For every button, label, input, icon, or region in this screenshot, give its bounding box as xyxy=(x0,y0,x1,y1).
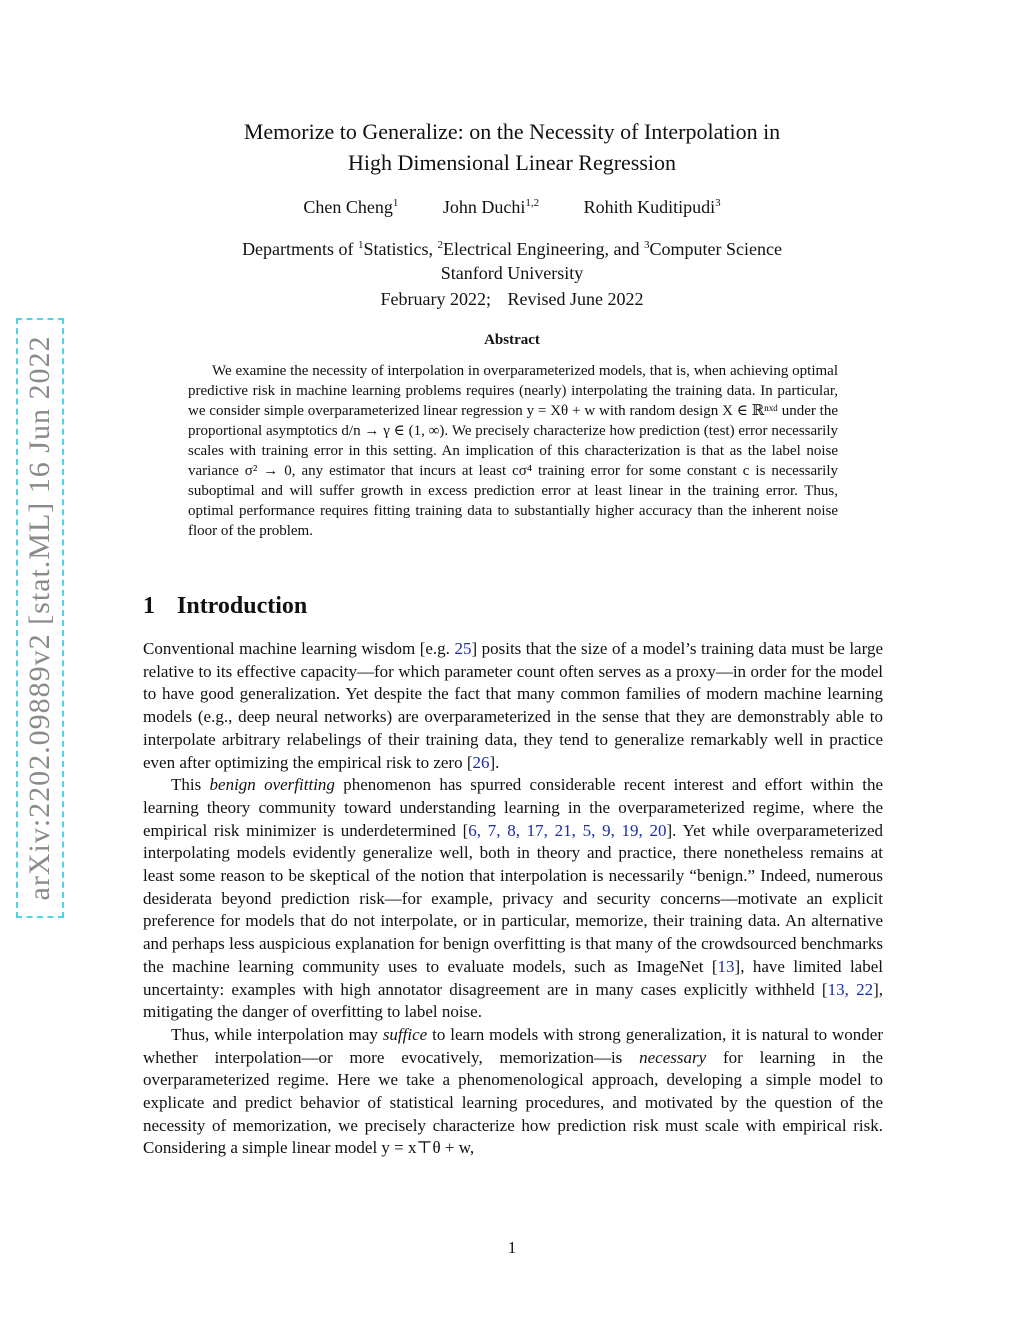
arxiv-identifier-text: arXiv:2202.09889v2 [stat.ML] 16 Jun 2022 xyxy=(23,335,56,901)
author-2: John Duchi$^{1,2}$ xyxy=(442,197,540,217)
citation-link[interactable]: 25 xyxy=(454,639,472,658)
citation-link[interactable]: 6, 7, 8, 17, 21, 5, 9, 19, 20 xyxy=(468,820,667,840)
affiliation-departments: Departments of $^1$Statistics, $^2$Electrical Engineering, and $^3$Computer Science xyxy=(242,239,782,259)
citation-link[interactable]: 13 xyxy=(717,956,735,976)
author-list xyxy=(160,197,864,218)
paragraph-1: Conventional machine learning wisdom [e.g. 25] posits that the size of a model’s training data must be large relative to its effective capacity—for which parameter count often serves as a proxy—in order for the model to have good generalization. Yet despite the fact that many common families of modern machine learning models (e.g., deep neural networks) are overparameterized in the sense that they are demonstrably able to interpolate arbitrary relabelings of their training data, they tend to generalize remarkably well in practice even after optimizing the empirical risk to zero [26]. xyxy=(143,639,883,772)
date-original: February 2022; xyxy=(380,289,491,309)
date-revised: Revised June 2022 xyxy=(507,289,644,309)
page-number: 1 xyxy=(507,1238,517,1257)
abstract-body: We examine the necessity of interpolation in overparameterized models, that is, when achieving optimal predictive risk in machine learning problems requires (nearly) interpolating the training data. In particular, we consider simple overparameterized linear regression y = Xθ + w with random design X ∈ ℝⁿˣᵈ under the proportional asymptotics d/n → γ ∈ (1, ∞). We precisely characterize how prediction (test) error necessarily scales with training error in this setting. An implication of this characterization is that as the label noise variance σ² → 0, any estimator that incurs at least cσ⁴ training error for some constant c is necessarily suboptimal and will suffer growth in excess prediction error at least linear in the training error. Thus, optimal performance requires fitting training data to substantially higher accuracy than the inherent noise floor of the problem. xyxy=(188,363,838,539)
paragraph-2: This benign overfitting phenomenon has spurred considerable recent interest and effort within the learning theory community toward understanding learning in the overparameterized regime, where the empirical risk minimizer is underdetermined [6, 7, 8, 17, 21, 5, 9, 19, 20]. Yet while overparameterized interpolating models evidently generalize well, both in theory and practice, there nonetheless remains at least some reason to be skeptical of the notion that interpolation is necessarily “benign.” Indeed, numerous desiderata beyond prediction risk—for example, privacy and security concerns—motivate an explicit preference for models that do not interpolate, or in particular, memorize, their training data. An alternative and perhaps less auspicious explanation for benign overfitting is that many of the crowdsourced benchmarks the machine learning community uses to evaluate models, such as ImageNet [13], have limited label uncertainty: examples with high annotator disagreement are in many cases explicitly withheld [13, 22], mitigating the danger of overfitting to label noise. xyxy=(143,775,883,1022)
title-line-1: Memorize to Generalize: on the Necessity of Interpolation in xyxy=(243,119,781,144)
section-title: Introduction xyxy=(177,593,308,619)
affiliation xyxy=(160,233,864,285)
paper-date xyxy=(160,289,864,310)
affiliation-university: Stanford University xyxy=(440,263,584,283)
paper-title xyxy=(160,116,864,178)
author-3: Rohith Kuditipudi$^3$ xyxy=(583,197,721,217)
citation-link[interactable]: 13, 22 xyxy=(827,979,874,999)
section-number: 1 xyxy=(143,593,155,619)
section-body xyxy=(143,638,883,1160)
section-heading xyxy=(143,593,307,620)
paragraph-3: Thus, while interpolation may suffice to learn models with strong generalization, it is natural to wonder whether interpolation—or more evocatively, memorization—is necessary for learning in the overparameterized regime. Here we take a phenomenological approach, developing a simple model to explicate and predict behavior of statistical learning procedures, and motivated by the question of the necessity of memorization, we precisely characterize how prediction risk must scale with empirical risk. Considering a simple linear model y = x⊤θ + w, xyxy=(143,1024,884,1158)
citation-link[interactable]: 26 xyxy=(472,752,490,772)
title-line-2: High Dimensional Linear Regression xyxy=(347,150,677,175)
author-1: Chen Cheng$^1$ xyxy=(303,197,399,217)
arxiv-identifier-stamp xyxy=(16,318,64,918)
abstract-heading: Abstract xyxy=(484,332,540,348)
